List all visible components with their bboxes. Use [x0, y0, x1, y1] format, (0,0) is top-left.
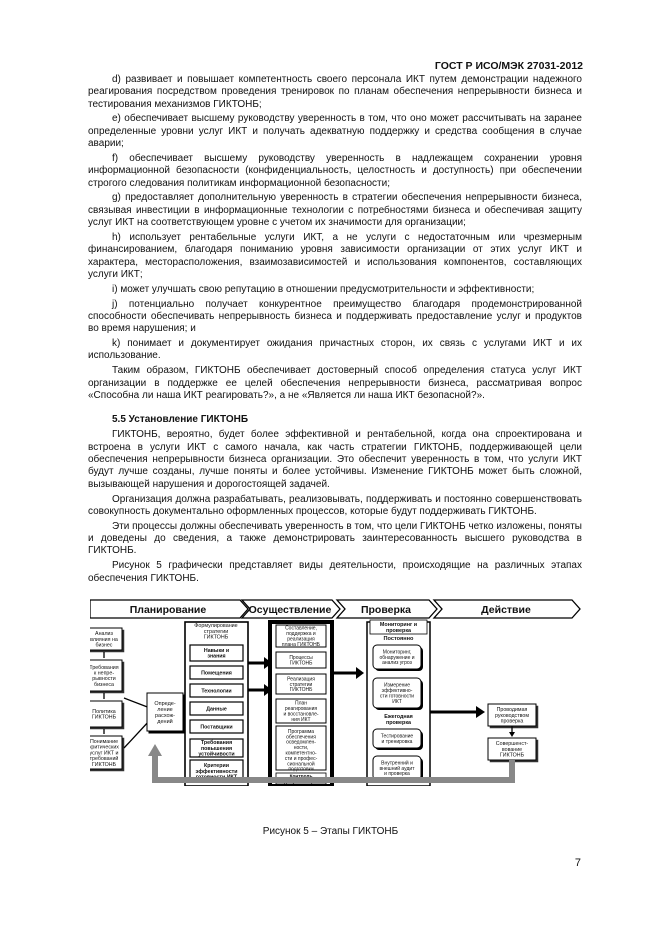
- paragraph-6: j) потенциально получает конкурентное преимущество благодаря продемонстрированной способности обеспечивать непрерывность бизнеса и поддерживать предоставление услуг и продуктов во время нарушения; и: [88, 298, 582, 335]
- check-item-label-0: анализ угроз: [382, 660, 412, 667]
- strategy-item-label-5: Требования: [200, 740, 233, 747]
- act-item-label-0: Проводимая: [496, 707, 528, 714]
- do-item-label-3: осведомлен-: [286, 739, 316, 746]
- do-item-label-3: подготовки: [288, 766, 314, 773]
- do-title: поддержка и: [286, 631, 316, 638]
- do-title: Составление,: [285, 625, 317, 632]
- paragraph-4: h) использует рентабельные услуги ИКТ, а не услуги с недостаточным или чрезмерным финансированием, благодаря пониманию уровня зависимости организации от этих услуг ИКТ и характера, месторасположения, взаимозависимостей и использования компонентов, составляющих услуги ИКТ;: [88, 231, 582, 280]
- do-item-label-3: сти и профес-: [284, 755, 318, 762]
- plan-doc-label-3: Понимание: [90, 738, 119, 745]
- check-item-label-1: Измерение: [383, 682, 411, 689]
- plan-doc-label-0: Анализ: [95, 631, 113, 638]
- paragraph-7: k) понимает и документирует ожидания причастных сторон, их связь с услугами ИКТ и их использование.: [88, 338, 582, 362]
- do-item-label-2: ния ИКТ: [291, 716, 311, 723]
- figure-caption: Рисунок 5 – Этапы ГИКТОНБ: [262, 826, 399, 837]
- paragraph-3: g) предоставляет дополнительную уверенность в стратегии обеспечения непрерывности бизнеса, связывая инвестиции в информационные технологии с потребностями бизнеса и обеспечивая защиту услуг ИКТ на соответствующем уровне с учетом их значимости для организации;: [88, 192, 582, 229]
- check-item-label-0: обнаружение и: [379, 654, 415, 661]
- section-paragraph-0: ГИКТОНБ, вероятно, будет более эффективной и рентабельной, когда она спроектирована и встроена в услуги ИКТ с самого начала, как часть стратегии ГИКТОНБ, поддерживающей цели обеспечения непрерывности бизнеса организации. Это обеспечит уверенность в том, что услуги ИКТ будут лучше созданы, лучше поняты и более устойчивы. Изменение ГИКТОНБ может быть сложной, вызывающей нарушения и дорогостоящей задачей.: [88, 429, 582, 490]
- plan-doc-label-2: Политика: [92, 708, 116, 715]
- plan-doc-label-1: рывности: [92, 676, 116, 683]
- check-item-label-0: Мониторинг,: [382, 649, 412, 656]
- section-paragraph-1: Организация должна разрабатывать, реализовывать, поддерживать и постоянно совершенствовать совокупность документально оформленных процессов, которые будут поддерживать ГИКТОНБ.: [88, 493, 582, 517]
- do-item-label-1: ГИКТОНБ: [289, 687, 313, 694]
- section-paragraphs: [88, 429, 582, 584]
- strategy-item-label-3: Данные: [206, 706, 227, 713]
- phase-label-1: Осуществление: [248, 604, 332, 616]
- paragraph-2: f) обеспечивает высшему руководству уверенность в надлежащем сохранении уровня информационной безопасности (конфиденциальность, целостность и доступность) при обеспечении строгого следования политикам информационной безопасности;: [88, 152, 582, 189]
- do-item-label-1: Реализация: [287, 676, 315, 683]
- arrowhead: [509, 732, 515, 737]
- plan-doc-label-0: влияния на: [90, 636, 118, 643]
- strategy-item-label-6: эффективности: [195, 768, 238, 775]
- check-sub-annual: Ежегодная: [384, 713, 413, 720]
- paragraph-0: d) развивает и повышает компетентность своего персонала ИКТ путем демонстрации надежного реагирования посредством проведения тренировок по планам обеспечения непрерывности бизнеса и тестирования механизмов ГИКТОНБ;: [88, 74, 582, 110]
- act-item-label-1: вование: [501, 746, 523, 753]
- plan-doc-label-1: к непре-: [93, 670, 115, 677]
- do-item-label-0: Процессы: [289, 655, 313, 662]
- check-title: проверка: [385, 627, 412, 634]
- act-item-label-0: проверка: [500, 718, 524, 725]
- check-sub-annual: проверка: [385, 719, 412, 726]
- act-item-label-0: руководством: [495, 712, 529, 719]
- do-item-label-2: План: [294, 700, 308, 707]
- check-title: Мониторинг и: [379, 621, 418, 628]
- arrowhead: [476, 706, 485, 718]
- strategy-item-label-0: знания: [207, 653, 226, 660]
- strategy-title: стратегии: [203, 628, 229, 635]
- feedback-arrowhead: [148, 744, 162, 756]
- strategy-title: ГИКТОНБ: [203, 634, 229, 641]
- act-item-label-1: Совершенст-: [495, 741, 529, 748]
- do-title: реализация: [287, 636, 315, 643]
- strategy-item-label-1: Помещения: [201, 670, 232, 677]
- section-title: 5.5 Установление ГИКТОНБ: [112, 414, 249, 426]
- do-item-label-3: обеспечения: [286, 734, 316, 741]
- do-item-label-2: реагирования: [284, 706, 318, 713]
- strategy-item-label-5: повышения: [200, 745, 233, 752]
- plan-doc-label-1: Требования: [90, 664, 119, 671]
- gap-analysis-label: расхож-: [154, 712, 176, 719]
- plan-doc-label-1: бизнеса: [94, 681, 114, 688]
- paragraph-5: i) может улучшать свою репутацию в отношении предусмотрительности и эффективности;: [112, 283, 535, 295]
- section-paragraph-2: Эти процессы должны обеспечивать уверенность в том, что цели ГИКТОНБ четко изложены, поняты и доведены до сведения, а также демонстрировать заинтересованность высшего руководства в ГИКТОНБ.: [88, 520, 582, 557]
- figure-5: [90, 598, 583, 786]
- check-item-label-1: эффективно-: [381, 688, 413, 695]
- check-item-label-1: сти готовности: [379, 693, 415, 700]
- page-number: 7: [574, 857, 581, 869]
- do-title: плана ГИКТОНБ: [281, 641, 321, 648]
- check-item-label-3: и проверка: [384, 771, 410, 778]
- do-item-label-0: ГИКТОНБ: [289, 660, 313, 667]
- strategy-item-label-4: Поставщики: [200, 724, 233, 731]
- phase-label-3: Действие: [481, 604, 531, 616]
- paragraph-1: e) обеспечивает высшему руководству уверенность в том, что оно может рассчитывать на заранее определенные уровни услуг ИКТ и получать адекватную поддержку и средства сообщения в случае аварии;: [88, 113, 582, 150]
- strategy-item-label-2: Технологии: [201, 688, 232, 695]
- strategy-item-label-6: готовности ИКТ: [195, 774, 238, 781]
- paragraph-8: Таким образом, ГИКТОНБ обеспечивает достоверный способ определения статуса услуг ИКТ организации в поддержке ее целей обеспечения непрерывности бизнеса, рассматривая вопрос «Способна ли наша ИКТ реагировать?», а не «Является ли наша ИКТ безопасной?».: [88, 365, 582, 401]
- plan-doc-label-2: ГИКТОНБ: [91, 714, 117, 721]
- plan-doc-label-3: ГИКТОНБ: [91, 761, 117, 768]
- strategy-item-label-6: Критерии: [203, 763, 230, 770]
- do-item-label-3: Программа: [287, 728, 315, 735]
- arrowhead: [356, 667, 364, 679]
- document-header: ГОСТ Р ИСО/МЭК 27031-2012: [434, 60, 583, 72]
- section-paragraph-3: Рисунок 5 графически представляет виды деятельности, происходящие на различных этапах обеспечения ГИКТОНБ.: [88, 560, 582, 584]
- act-item-label-1: ГИКТОНБ: [499, 752, 525, 759]
- list-paragraphs: [88, 74, 582, 402]
- strategy-item-label-5: устойчивости: [198, 751, 235, 758]
- phase-label-2: Проверка: [360, 604, 412, 616]
- do-item-label-2: и восстановле-: [283, 711, 319, 718]
- do-item-label-3: ности,: [293, 745, 309, 752]
- strategy-title: Формулирование: [194, 623, 238, 630]
- document-body: [88, 74, 582, 587]
- plan-doc-label-3: услуг ИКТ и: [90, 750, 119, 757]
- check-item-label-2: и тренировка: [381, 738, 413, 745]
- check-item-label-3: Внутренний и: [381, 760, 413, 767]
- do-item-label-1: стратегии: [289, 681, 313, 688]
- check-item-label-1: ИКТ: [392, 698, 402, 705]
- gap-analysis-label: Опреде-: [154, 701, 176, 708]
- check-item-label-2: Тестирование: [380, 733, 414, 740]
- plan-doc-label-3: требований: [90, 756, 119, 763]
- do-item-label-4: Контроль: [289, 774, 313, 780]
- do-item-label-4: документации: [284, 779, 318, 785]
- plan-doc-label-0: бизнес: [95, 642, 113, 649]
- check-item-label-3: внешний аудит: [379, 765, 415, 772]
- stages-diagram: [90, 598, 583, 786]
- plan-doc-label-3: критических: [90, 744, 119, 751]
- arrow: [124, 698, 150, 748]
- gap-analysis-label: ление: [157, 706, 173, 713]
- gap-analysis-label: дений: [157, 718, 173, 725]
- do-item-label-3: компетентно-: [285, 750, 317, 757]
- check-sub-continuous: Постоянно: [383, 636, 414, 642]
- do-item-label-3: сиональной: [287, 761, 315, 768]
- phase-label-0: Планирование: [129, 604, 207, 616]
- strategy-item-label-0: Навыки и: [203, 647, 230, 654]
